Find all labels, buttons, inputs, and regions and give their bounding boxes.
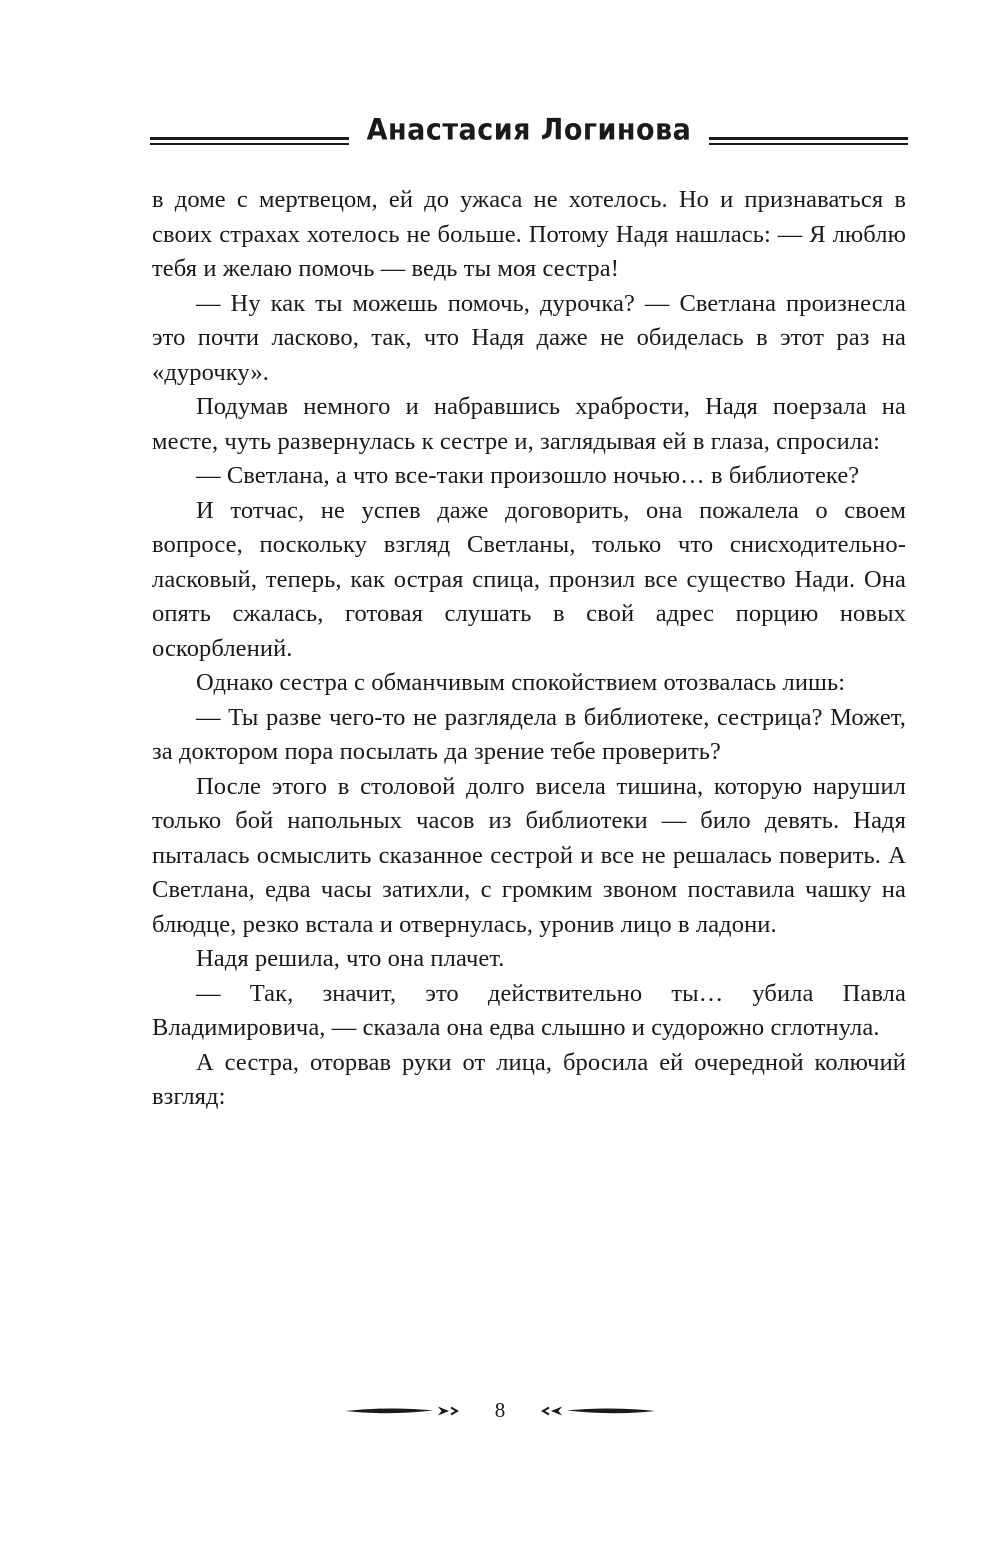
paragraph: Подумав немного и набравшись храбрости, Надя поерзала на месте, чуть развернулась к сестре и, заглядывая ей в глаза, спросила: xyxy=(152,393,906,455)
text-block xyxy=(152,183,906,1115)
header-rule-right xyxy=(709,137,908,145)
page-header xyxy=(150,108,908,152)
author-title: Анастасия Логинова xyxy=(366,113,692,147)
paragraph: И тотчас, не успев даже договорить, она пожалела о своем вопросе, поскольку взгляд Светланы, только что снисходительно-ласковый, теперь, как острая спица, пронзил все существо Нади. Она опять сжалась, готовая слушать в свой адрес порцию новых оскорблений. xyxy=(152,496,906,662)
paragraph: Надя решила, что она плачет. xyxy=(196,945,505,972)
paragraph: — Ну как ты можешь помочь, дурочка? — Светлана произнесла это почти ласково, так, что Надя даже не обиделась в этот раз на «дурочку». xyxy=(152,289,906,386)
paragraph: — Ты разве чего-то не разглядела в библиотеке, сестрица? Может, за доктором пора посылать да зрение тебе проверить? xyxy=(152,703,906,765)
header-rule-left xyxy=(150,137,349,145)
paragraph: После этого в столовой долго висела тишина, которую нарушил только бой напольных часов из библиотеки — било девять. Надя пыталась осмыслить сказанное сестрой и все не решалась поверить. А Светлана, едва часы затихли, с громким звоном поставила чашку на блюдце, резко встала и отвернулась, уронив лицо в ладони. xyxy=(152,772,906,938)
page-number: 8 xyxy=(494,1398,506,1422)
right-divider-ornament-icon xyxy=(535,1403,657,1419)
paragraph: А сестра, оторвав руки от лица, бросила ей очередной колючий взгляд: xyxy=(152,1048,906,1110)
left-divider-ornament-icon xyxy=(343,1403,465,1419)
paragraph: Однако сестра с обманчивым спокойствием отозвалась лишь: xyxy=(196,669,846,696)
paragraph: — Так, значит, это действительно ты… убила Павла Владимировича, — сказала она едва слышно и судорожно сглотнула. xyxy=(152,979,906,1041)
paragraph: в доме с мертвецом, ей до ужаса не хотелось. Но и признаваться в своих страхах хотелось не больше. Потому Надя нашлась: — Я люблю тебя и желаю помочь — ведь ты моя сестра! xyxy=(152,186,906,282)
page-footer xyxy=(0,1400,1000,1421)
paragraph: — Светлана, а что все-таки произошло ночью… в библиотеке? xyxy=(196,462,860,489)
